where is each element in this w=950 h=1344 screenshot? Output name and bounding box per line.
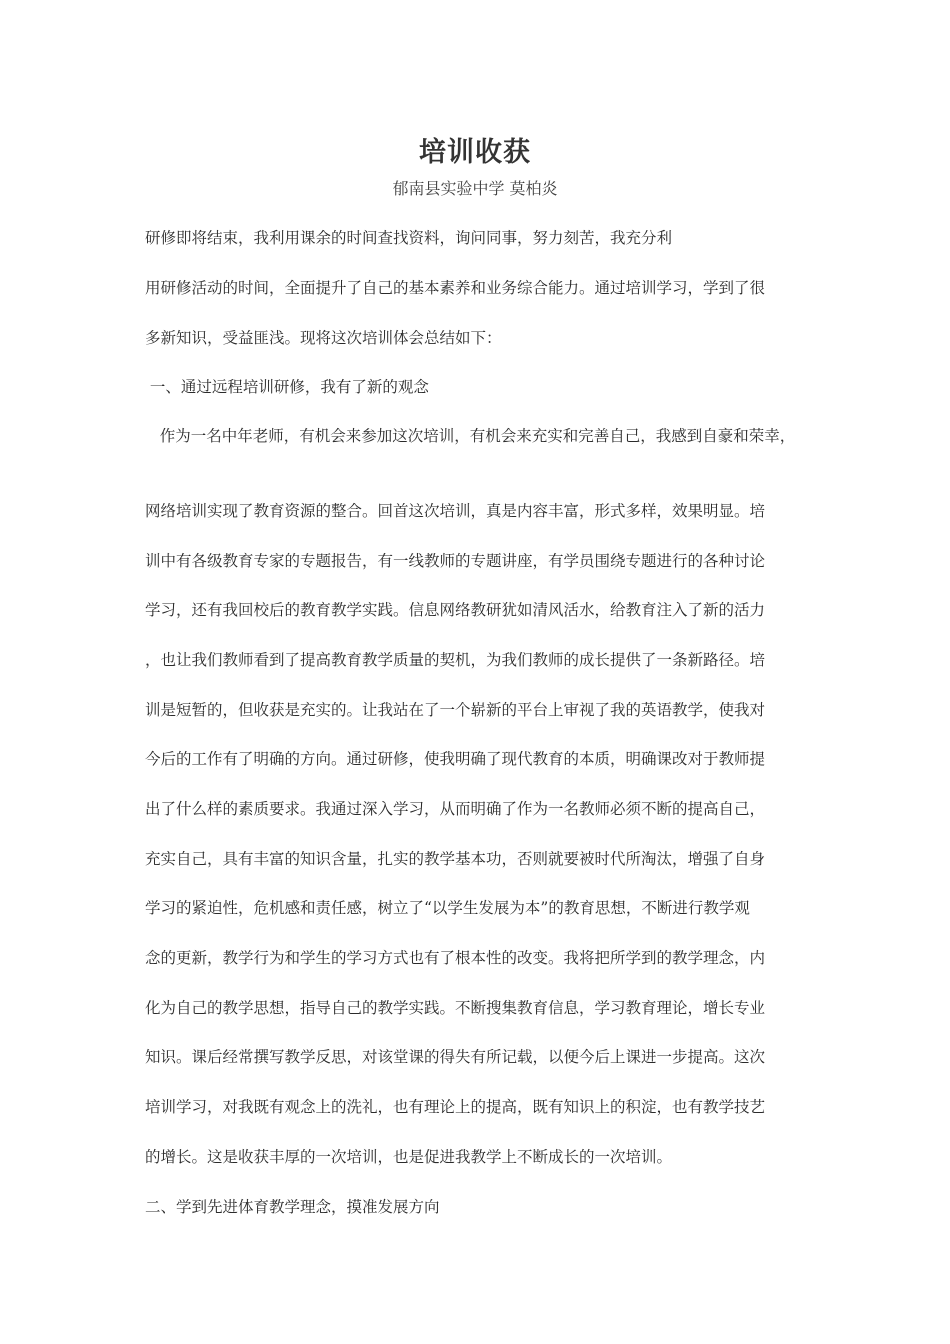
paragraph-line: 用研修活动的时间，全面提升了自己的基本素养和业务综合能力。通过培训学习，学到了很 [145, 279, 766, 297]
paragraph-line: 化为自己的教学思想，指导自己的教学实践。不断搜集教育信息，学习教育理论，增长专业 [145, 999, 766, 1017]
paragraph-line: 训是短暂的，但收获是充实的。让我站在了一个崭新的平台上审视了我的英语教学，使我对 [145, 701, 766, 719]
document-title: 培训收获 [419, 137, 531, 168]
paragraph-line: ，也让我们教师看到了提高教育教学质量的契机，为我们教师的成长提供了一条新路径。培 [145, 651, 766, 669]
paragraph-line: 学习，还有我回校后的教育教学实践。信息网络教研犹如清风活水，给教育注入了新的活力 [145, 601, 766, 619]
paragraph-line: 念的更新，教学行为和学生的学习方式也有了根本性的改变。我将把所学到的教学理念，内 [145, 949, 766, 967]
paragraph-line: 作为一名中年老师，有机会来参加这次培训，有机会来充实和完善自己，我感到自豪和荣幸， [145, 427, 796, 445]
section-heading-2: 二、学到先进体育教学理念，摸准发展方向 [145, 1198, 440, 1216]
paragraph-line: 网络培训实现了教育资源的整合。回首这次培训，真是内容丰富，形式多样，效果明显。培 [145, 502, 766, 520]
paragraph-line: 的增长。这是收获丰厚的一次培训，也是促进我教学上不断成长的一次培训。 [145, 1148, 673, 1166]
paragraph-line: 研修即将结束，我利用课余的时间查找资料，询问同事，努力刻苦，我充分利 [145, 229, 673, 247]
paragraph-line: 培训学习，对我既有观念上的洗礼，也有理论上的提高，既有知识上的积淀，也有教学技艺 [145, 1098, 766, 1116]
paragraph-line: 充实自己，具有丰富的知识含量，扎实的教学基本功，否则就要被时代所淘汰，增强了自身 [145, 850, 766, 868]
paragraph-line: 训中有各级教育专家的专题报告，有一线教师的专题讲座，有学员围绕专题进行的各种讨论 [145, 552, 766, 570]
section-heading-1: 一、通过远程培训研修，我有了新的观念 [145, 378, 429, 396]
paragraph-line: 多新知识，受益匪浅。现将这次培训体会总结如下： [145, 329, 502, 347]
paragraph-line: 学习的紧迫性，危机感和责任感，树立了“以学生发展为本”的教育思想，不断进行教学观 [145, 899, 750, 917]
paragraph-line: 出了什么样的素质要求。我通过深入学习，从而明确了作为一名教师必须不断的提高自己， [145, 800, 766, 818]
author-line: 郁南县实验中学 莫柏炎 [392, 179, 558, 198]
paragraph-line: 知识。课后经常撰写教学反思，对该堂课的得失有所记载，以便今后上课进一步提高。这次 [145, 1048, 766, 1066]
paragraph-line: 今后的工作有了明确的方向。通过研修，使我明确了现代教育的本质，明确课改对于教师提 [145, 750, 766, 768]
